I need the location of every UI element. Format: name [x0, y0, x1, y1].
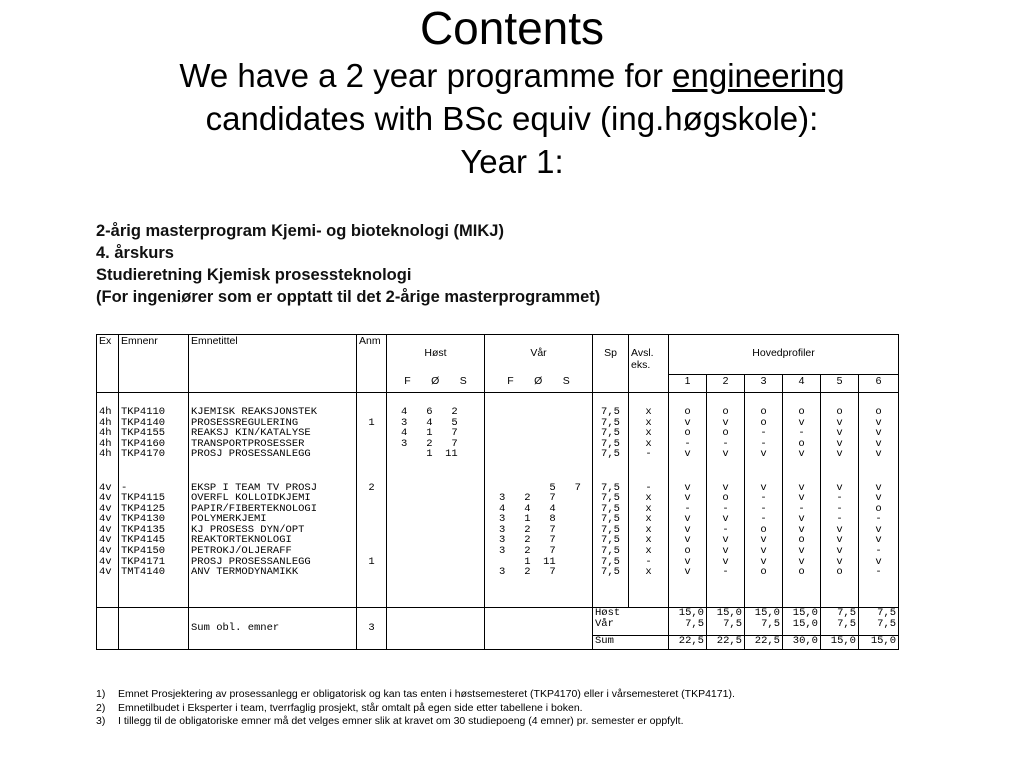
block2-ex: 4v 4v 4v 4v 4v 4v 4v 4v 4v — [97, 479, 119, 608]
block2-profile: v v o - v v - v - — [859, 479, 899, 608]
host-value: 7,5 — [877, 607, 897, 619]
var-value: 7,5 — [837, 617, 856, 630]
footnote — [96, 715, 916, 729]
footnote-text: Emnetilbudet i Eksperter i team, tverrfaglig prosjekt, står omtalt på egen side etter tabellene i boken. — [118, 701, 583, 714]
header-profile: 1 — [669, 375, 707, 393]
var-value: 7,5 — [723, 617, 742, 630]
doc-heading-line: Studieretning Kjemisk prosessteknologi — [96, 266, 412, 284]
sum-profile-values — [669, 608, 707, 636]
footnote-text: Emnet Prosjektering av prosessanlegg er obligatorisk og kan tas enten i høstsemesteret (TKP4170) eller i vårsemesteret (TKP4171). — [118, 688, 735, 700]
subtitle-line-1 — [0, 54, 1024, 97]
header-profile: 4 — [783, 375, 821, 393]
block2-emnetittel: EKSP I TEAM TV PROSJ OVERFL KOLLOIDKJEMI PAPIR/FIBERTEKNOLOGI POLYMERKJEMI KJ PROSESS DYN/OPT REAKTORTEKNOLOGI PETROKJ/OLJERAFF PROSJ PROSESSANLEGG ANV TERMODYNAMIKK — [189, 479, 357, 608]
sum-total: 30,0 — [783, 636, 821, 650]
footnote-number: 2) — [96, 701, 106, 714]
slide-title: Contents — [419, 2, 605, 54]
block1-emnetittel: KJEMISK REAKSJONSTEK PROSESSREGULERING REAKSJ KIN/KATALYSE TRANSPORTPROSESSER PROSJ PROSESSANLEGG — [189, 393, 357, 479]
sum-emnenr — [119, 608, 189, 650]
sum-profile-values — [821, 608, 859, 636]
header-ex: Ex — [97, 335, 119, 393]
block1-anm: 1 — [357, 393, 387, 479]
header-sp: Sp — [593, 335, 629, 393]
block1-var — [485, 393, 593, 479]
header-var-columns: F Ø S — [485, 375, 593, 393]
block1-profile: o v o - v — [707, 393, 745, 479]
block2-host — [387, 479, 485, 608]
block2-emnenr: - TKP4115 TKP4125 TKP4130 TKP4135 TKP4145 TKP4150 TKP4171 TMT4140 — [119, 479, 189, 608]
block2-profile: v - - - o v v v o — [745, 479, 783, 608]
host-value: 15,0 — [754, 607, 780, 619]
block2-profile: v - - - v v v v o — [821, 479, 859, 608]
sum-anm: 3 — [357, 608, 387, 650]
sum-profile-values — [745, 608, 783, 636]
header-host: Høst — [387, 335, 485, 375]
footnote-number: 3) — [96, 715, 106, 727]
header-profile: 6 — [859, 375, 899, 393]
block2-profile: v o - v - v v v - — [707, 479, 745, 608]
sum-var — [485, 608, 593, 650]
doc-heading-line: (For ingeniører som er opptatt til det 2-årige masterprogrammet) — [96, 288, 601, 306]
course-table — [96, 334, 899, 650]
sum-profile-values — [859, 608, 899, 636]
block1-host: 4 6 2 3 4 5 4 1 7 3 2 7 1 11 — [387, 393, 485, 479]
var-value: 15,0 — [792, 617, 818, 630]
var-value: 7,5 — [761, 617, 780, 630]
sum-total: 22,5 — [669, 636, 707, 650]
block2-profile: v v - v v v o v v — [669, 479, 707, 608]
document-heading — [96, 220, 902, 308]
subtitle-underlined-word: engineering — [672, 57, 845, 94]
header-host-columns: F Ø S — [387, 375, 485, 393]
header-hovedprofiler: Hovedprofiler — [669, 335, 899, 375]
footnote-text: I tillegg til de obligatoriske emner må det velges emner slik at kravet om 30 studiepoeng (4 emner) pr. semester er oppfylt. — [118, 715, 684, 727]
block2-anm: 2 1 — [357, 479, 387, 608]
sum-host — [387, 608, 485, 650]
footnote — [96, 702, 916, 716]
header-var: Vår — [485, 335, 593, 375]
block1-profile: o o - - v — [745, 393, 783, 479]
header-anm: Anm — [357, 335, 387, 393]
block1-profile: o v o - v — [669, 393, 707, 479]
header-avsl: Avsl. eks. — [629, 335, 669, 393]
host-value: 15,0 — [716, 607, 742, 619]
sum-total: 15,0 — [859, 636, 899, 650]
host-value: 7,5 — [837, 607, 856, 619]
sum-profile-values — [707, 608, 745, 636]
subtitle-line-3: Year 1: — [460, 143, 564, 180]
block2-var: 5 7 3 2 7 4 4 4 3 1 8 3 2 7 3 2 7 3 2 7 1 11 3 2 7 — [485, 479, 593, 608]
sum-total: 15,0 — [821, 636, 859, 650]
block2-profile: v v - v v o v v o — [783, 479, 821, 608]
block1-ex: 4h 4h 4h 4h 4h — [97, 393, 119, 479]
block1-avsl: x x x x - — [629, 393, 669, 479]
block2-sp: 7,5 7,5 7,5 7,5 7,5 7,5 7,5 7,5 7,5 — [593, 479, 629, 608]
footnote — [96, 688, 916, 702]
footnotes — [96, 688, 916, 729]
block1-emnenr: TKP4110 TKP4140 TKP4155 TKP4160 TKP4170 — [119, 393, 189, 479]
header-profile: 3 — [745, 375, 783, 393]
doc-heading-line: 4. årskurs — [96, 244, 174, 262]
footnote-number: 1) — [96, 688, 106, 700]
sum-ex — [97, 608, 119, 650]
subtitle-line-2: candidates with BSc equiv (ing.høgskole): — [205, 100, 819, 137]
sum-total: 22,5 — [745, 636, 783, 650]
host-value: 15,0 — [792, 607, 818, 619]
sum-total: 22,5 — [707, 636, 745, 650]
subtitle-text: We have a 2 year programme for — [179, 57, 673, 94]
block1-profile: o v - o v — [783, 393, 821, 479]
header-profile: 5 — [821, 375, 859, 393]
block1-profile: o v v v v — [821, 393, 859, 479]
slide-header — [0, 0, 1024, 183]
block1-sp: 7,5 7,5 7,5 7,5 7,5 — [593, 393, 629, 479]
sum-label: Sum obl. emner — [189, 608, 357, 650]
var-value: 7,5 — [685, 617, 704, 630]
sum-semester-labels: Høst Vår — [593, 608, 669, 636]
sum-total-label: Sum — [593, 636, 669, 650]
header-profile: 2 — [707, 375, 745, 393]
header-emnenr: Emnenr — [119, 335, 189, 393]
doc-heading-line: 2-årig masterprogram Kjemi- og bioteknologi (MIKJ) — [96, 222, 504, 240]
sum-profile-values — [783, 608, 821, 636]
block1-profile: o v v v v — [859, 393, 899, 479]
host-value: 15,0 — [678, 607, 704, 619]
header-emnetittel: Emnetittel — [189, 335, 357, 393]
block2-avsl: - x x x x x x - x — [629, 479, 669, 608]
var-value: 7,5 — [877, 617, 897, 630]
